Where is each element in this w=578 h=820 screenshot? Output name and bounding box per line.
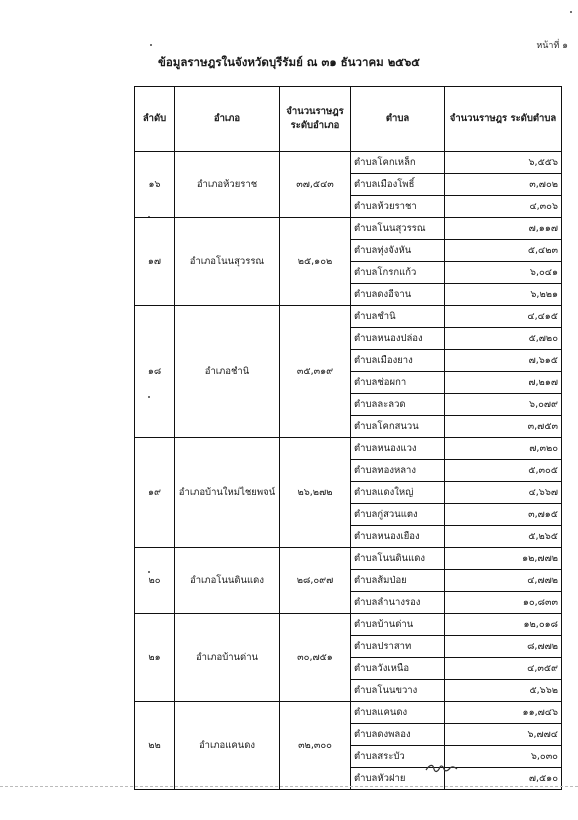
subdistrict-population: ๕,๖๖๒ — [445, 680, 562, 702]
subdistrict-population: ๕,๗๒๐ — [445, 328, 562, 350]
subdistrict-name: ตำบลโนนดินแดง — [351, 548, 445, 570]
subdistrict-population: ๔,๖๖๗ — [445, 482, 562, 504]
subdistrict-name: ตำบลหัวฝาย — [351, 768, 445, 790]
subdistrict-population: ๑๐,๘๓๓ — [445, 592, 562, 614]
subdistrict-name: ตำบลหนองแวง — [351, 438, 445, 460]
district-order: ๒๑ — [135, 614, 175, 702]
subdistrict-name: ตำบลวังเหนือ — [351, 658, 445, 680]
subdistrict-population: ๘,๗๗๒ — [445, 636, 562, 658]
subdistrict-name: ตำบลแคนดง — [351, 702, 445, 724]
table-body — [135, 152, 562, 790]
district-order: ๑๗ — [135, 218, 175, 306]
district-name: อำเภอห้วยราช — [175, 152, 280, 218]
district-population: ๓๗,๕๔๓ — [280, 152, 351, 218]
subdistrict-name: ตำบลส้มป่อย — [351, 570, 445, 592]
district-name: อำเภอโนนสุวรรณ — [175, 218, 280, 306]
subdistrict-population: ๗,๒๑๗ — [445, 372, 562, 394]
subdistrict-population: ๗,๑๑๗ — [445, 218, 562, 240]
subdistrict-population: ๖,๐๗๙ — [445, 394, 562, 416]
district-population: ๒๘,๐๙๗ — [280, 548, 351, 614]
subdistrict-name: ตำบลโคกเหล็ก — [351, 152, 445, 174]
subdistrict-population: ๔,๗๗๒ — [445, 570, 562, 592]
subdistrict-name: ตำบลปราสาท — [351, 636, 445, 658]
subdistrict-population: ๕,๓๐๕ — [445, 460, 562, 482]
subdistrict-population: ๗,๖๑๕ — [445, 350, 562, 372]
subdistrict-name: ตำบลช่อผกา — [351, 372, 445, 394]
district-population: ๓๕,๓๑๙ — [280, 306, 351, 438]
header-subdistrict-population: จำนวนราษฎร ระดับตำบล — [445, 87, 562, 152]
table-row — [135, 438, 562, 460]
district-name: อำเภอโนนดินแดง — [175, 548, 280, 614]
subdistrict-population: ๖,๗๗๔ — [445, 724, 562, 746]
table-row — [135, 614, 562, 636]
district-order: ๒๒ — [135, 702, 175, 790]
scan-speck — [150, 44, 152, 46]
header-order: ลำดับ — [135, 87, 175, 152]
subdistrict-population: ๔,๓๕๙ — [445, 658, 562, 680]
subdistrict-name: ตำบลชำนิ — [351, 306, 445, 328]
subdistrict-name: ตำบลหนองปล่อง — [351, 328, 445, 350]
header-district-population: จำนวนราษฎร ระดับอำเภอ — [280, 87, 351, 152]
district-order: ๑๙ — [135, 438, 175, 548]
subdistrict-population: ๗,๕๑๐ — [445, 768, 562, 790]
subdistrict-name: ตำบลโกรกแก้ว — [351, 262, 445, 284]
district-name: อำเภอบ้านด่าน — [175, 614, 280, 702]
district-population: ๒๕,๑๐๒ — [280, 218, 351, 306]
subdistrict-name: ตำบลหนองเยือง — [351, 526, 445, 548]
subdistrict-population: ๓,๗๐๒ — [445, 174, 562, 196]
subdistrict-name: ตำบลแดงใหญ่ — [351, 482, 445, 504]
subdistrict-population: ๑๑,๗๔๖ — [445, 702, 562, 724]
subdistrict-population: ๖,๕๕๖ — [445, 152, 562, 174]
table-row — [135, 702, 562, 724]
subdistrict-name: ตำบลโนนสุวรรณ — [351, 218, 445, 240]
footer-divider — [0, 786, 578, 787]
district-population: ๒๖,๒๗๒ — [280, 438, 351, 548]
district-name: อำเภอบ้านใหม่ไชยพจน์ — [175, 438, 280, 548]
subdistrict-population: ๕,๔๒๓ — [445, 240, 562, 262]
subdistrict-name: ตำบลเมืองโพธิ์ — [351, 174, 445, 196]
subdistrict-name: ตำบลลำนางรอง — [351, 592, 445, 614]
subdistrict-population: ๓,๗๑๕ — [445, 504, 562, 526]
table-row — [135, 548, 562, 570]
subdistrict-name: ตำบลทองหลาง — [351, 460, 445, 482]
subdistrict-name: ตำบลทุ่งจังหัน — [351, 240, 445, 262]
subdistrict-name: ตำบลเมืองยาง — [351, 350, 445, 372]
subdistrict-population: ๑๒,๗๗๒ — [445, 548, 562, 570]
table-row — [135, 218, 562, 240]
district-population: ๓๐,๗๕๑ — [280, 614, 351, 702]
subdistrict-population: ๖,๐๔๑ — [445, 262, 562, 284]
scan-speck — [570, 11, 572, 13]
subdistrict-name: ตำบลสระบัว — [351, 746, 445, 768]
subdistrict-name: ตำบลกู่สวนแตง — [351, 504, 445, 526]
subdistrict-population: ๕,๒๖๕ — [445, 526, 562, 548]
district-population: ๓๒,๓๐๐ — [280, 702, 351, 790]
subdistrict-name: ตำบลโคกสนวน — [351, 416, 445, 438]
subdistrict-name: ตำบลดงพลอง — [351, 724, 445, 746]
subdistrict-name: ตำบลโนนขวาง — [351, 680, 445, 702]
district-order: ๑๘ — [135, 306, 175, 438]
district-order: ๒๐ — [135, 548, 175, 614]
district-name: อำเภอแคนดง — [175, 702, 280, 790]
subdistrict-name: ตำบลห้วยราชา — [351, 196, 445, 218]
header-subdistrict: ตำบล — [351, 87, 445, 152]
district-order: ๑๖ — [135, 152, 175, 218]
subdistrict-population: ๖,๒๒๑ — [445, 284, 562, 306]
subdistrict-population: ๔,๔๑๕ — [445, 306, 562, 328]
header-district: อำเภอ — [175, 87, 280, 152]
subdistrict-population: ๖,๐๓๐ — [445, 746, 562, 768]
table-row — [135, 152, 562, 174]
table-row — [135, 306, 562, 328]
subdistrict-population: ๓,๗๕๓ — [445, 416, 562, 438]
table-header-row — [135, 87, 562, 152]
subdistrict-population: ๑๒,๐๑๘ — [445, 614, 562, 636]
subdistrict-population: ๗,๓๒๐ — [445, 438, 562, 460]
subdistrict-name: ตำบลละลวด — [351, 394, 445, 416]
subdistrict-name: ตำบลบ้านด่าน — [351, 614, 445, 636]
document-title: ข้อมูลราษฎรในจังหวัดบุรีรัมย์ ณ ๓๑ ธันวาคม ๒๕๖๕ — [157, 55, 421, 69]
subdistrict-name: ตำบลดงอีจาน — [351, 284, 445, 306]
population-table — [134, 86, 562, 790]
signature-mark — [424, 760, 458, 776]
page-number: หน้าที่ ๑ — [536, 41, 568, 51]
district-name: อำเภอชำนิ — [175, 306, 280, 438]
subdistrict-population: ๔,๓๐๖ — [445, 196, 562, 218]
